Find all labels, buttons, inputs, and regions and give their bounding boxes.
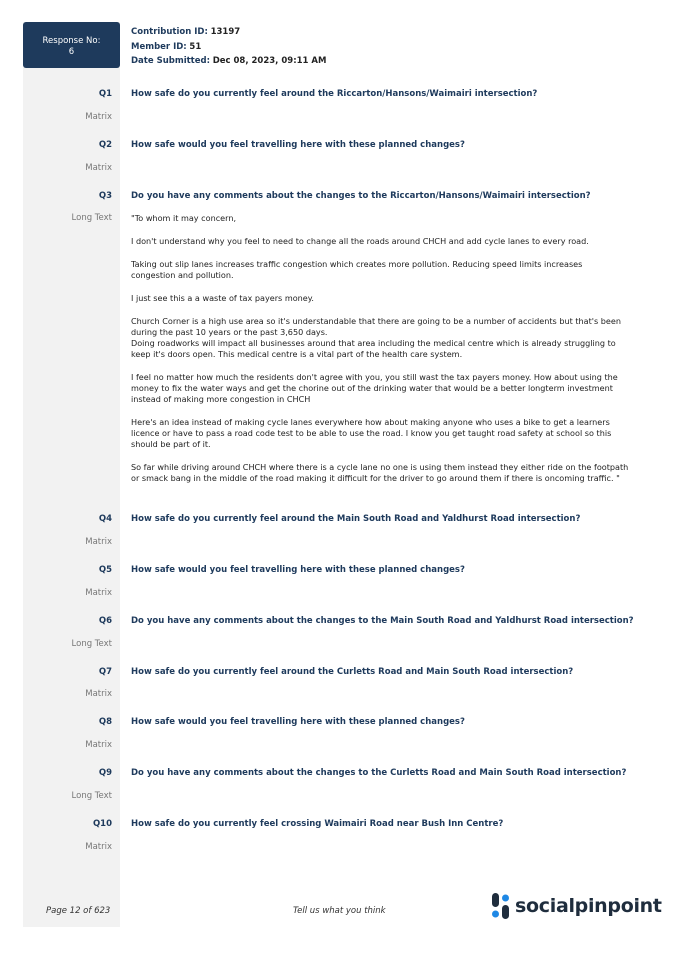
- question-text: How safe do you currently feel around the Riccarton/Hansons/Waimairi intersection?: [131, 89, 538, 99]
- question-number: Q8: [98, 717, 112, 727]
- question-number: Q7: [98, 667, 112, 677]
- question-type: Long Text: [71, 791, 112, 801]
- question-type: Matrix: [85, 163, 112, 173]
- question-text: Do you have any comments about the changes to the Main South Road and Yaldhurst Road intersection?: [131, 616, 634, 626]
- answer-paragraph: Church Corner is a high use area so it's understandable that there are going to be a number of accidents but that's been during the past 10 years or the past 3,650 days.: [131, 316, 622, 337]
- question-number: Q10: [92, 819, 112, 829]
- q3-answer: [131, 213, 629, 496]
- answer-paragraph: I just see this a a waste of tax payers money.: [131, 293, 314, 303]
- question-text: Do you have any comments about the changes to the Riccarton/Hansons/Waimairi intersection?: [131, 191, 591, 201]
- question-number: Q6: [98, 616, 112, 626]
- pinpoint-logo-icon: [492, 893, 510, 919]
- contribution-id: Contribution ID: 13197: [131, 27, 241, 37]
- question-text: How safe would you feel travelling here with these planned changes?: [131, 565, 465, 575]
- answer-paragraph: I feel no matter how much the residents don't agree with you, you still wast the tax payers money. How about using the money to fix the water ways and get the chorine out of the drinking water that would be a better longterm investment instead of making more congestion in CHCH: [131, 372, 618, 404]
- response-number: 6: [68, 47, 75, 57]
- response-label: Response No:: [42, 36, 101, 46]
- answer-paragraph: Taking out slip lanes increases traffic congestion which creates more pollution. Reducing speed limits increases congestion and pollution.: [131, 259, 583, 280]
- answer-paragraph: Here's an idea instead of making cycle lanes everywhere how about making anyone who uses a bike to get a learners licence or have to pass a road code test to be able to use the road. I know you get taught road safety at school so this should be part of it.: [131, 417, 612, 449]
- question-type: Matrix: [85, 842, 112, 852]
- footer-tagline: Tell us what you think: [293, 906, 386, 916]
- question-number: Q5: [98, 565, 112, 575]
- question-type: Matrix: [85, 689, 112, 699]
- question-text: How safe do you currently feel around the Main South Road and Yaldhurst Road intersection?: [131, 514, 581, 524]
- question-text: Do you have any comments about the changes to the Curletts Road and Main South Road intersection?: [131, 768, 627, 778]
- question-number: Q4: [98, 514, 112, 524]
- answer-paragraph: "To whom it may concern,: [131, 213, 237, 223]
- question-text: How safe do you currently feel around the Curletts Road and Main South Road intersection?: [131, 667, 574, 677]
- answer-paragraph: Doing roadworks will impact all businesses around that area including the medical centre which is already struggling to keep it's doors open. This medical centre is a vital part of the health care system.: [131, 338, 616, 359]
- brand-wordmark: socialpinpoint: [515, 895, 662, 917]
- response-number-badge: [23, 22, 120, 68]
- member-id: Member ID: 51: [131, 41, 202, 52]
- submission-meta: [131, 25, 326, 69]
- question-number: Q2: [98, 140, 112, 150]
- answer-paragraph: So far while driving around CHCH where there is a cycle lane no one is using them instead they either ride on the footpath or smack bang in the middle of the road making it difficult for the driver to go around them if there is oncoming traffic. ": [131, 462, 629, 483]
- page-number: Page 12 of 623: [46, 906, 111, 916]
- question-type: Long Text: [71, 213, 112, 223]
- question-type: Matrix: [85, 537, 112, 547]
- question-text: How safe would you feel travelling here with these planned changes?: [131, 717, 465, 727]
- date-submitted: Date Submitted: Dec 08, 2023, 09:11 AM: [131, 56, 327, 66]
- socialpinpoint-logo: [492, 893, 662, 919]
- question-text: How safe would you feel travelling here with these planned changes?: [131, 140, 465, 150]
- question-number: Q1: [98, 89, 112, 99]
- question-type: Matrix: [85, 112, 112, 122]
- question-text: How safe do you currently feel crossing Waimairi Road near Bush Inn Centre?: [131, 819, 504, 829]
- question-type: Long Text: [71, 639, 112, 649]
- question-type: Matrix: [85, 740, 112, 750]
- question-type: Matrix: [85, 588, 112, 598]
- answer-paragraph: I don't understand why you feel to need to change all the roads around CHCH and add cycle lanes to every road.: [131, 236, 589, 246]
- question-number: Q3: [98, 191, 112, 201]
- question-number: Q9: [98, 768, 112, 778]
